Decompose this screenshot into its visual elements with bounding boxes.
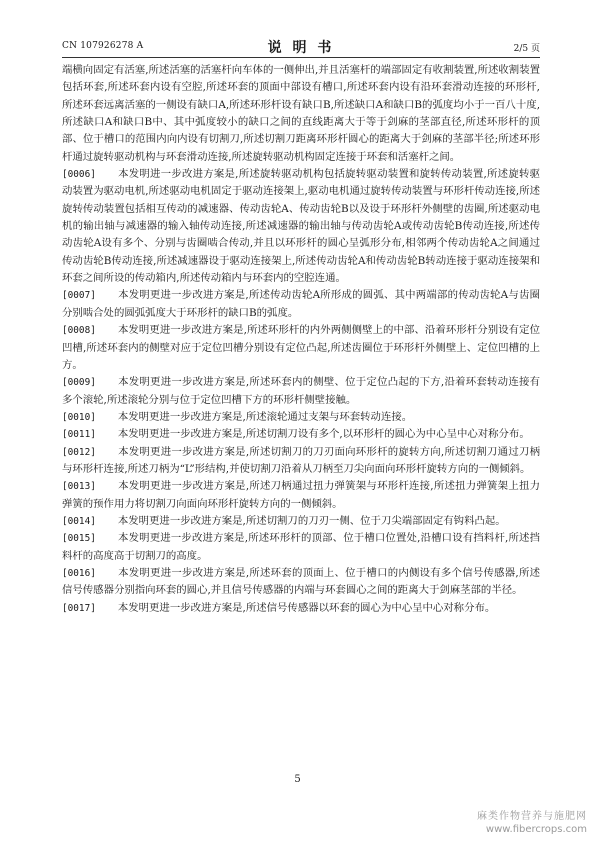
paragraph-text: 本发明更进一步改进方案是,所述环形杆的内外两侧侧壁上的中部、沿着环形杆分别设有定位凹槽,所述环套内的侧壁对应于定位凹槽分别设有定位凸起,所述齿圈位于环形杆外侧壁上、定位凹槽的上方。 [62,324,540,371]
header-rule [62,57,540,58]
paragraph-text: 端横向固定有活塞,所述活塞的活塞杆向车体的一侧伸出,并且活塞杆的端部固定有收割装置,所述收割装置包括环套,所述环套内设有空腔,所述环套的顶面中部设有槽口,所述环套内设有沿环套滑动连接的环形杆,所述环套远离活塞的一侧设有缺口A,所述环形杆设有缺口B,所述缺口A和缺口B的弧度均小于一百八十度,所述缺口A和缺口B中、其中弧度较小的缺口之间的直线距离大于等于剑麻的茎部直径,所述环形杆的顶部、位于槽口的范围内向内设有切割刀,所述切割刀距离环形杆圆心的距离大于剑麻的茎部半径;所述环形杆通过旋转驱动机构与环套滑动连接,所述旋转驱动机构固定连接于环套和活塞杆之间。 [62,64,540,163]
paragraph-0007 [62,287,540,322]
paragraph-0009 [62,374,540,409]
document-title: 说 明 书 [267,40,335,56]
paragraph-number: [0013] [62,481,96,493]
paragraph-text: 本发明更进一步改进方案是,所述刀柄通过扭力弹簧架与环形杆连接,所述扭力弹簧架上扭力弹簧的预作用力将切割刀向面向环形杆旋转方向的一侧倾斜。 [62,480,540,510]
site-watermark [477,810,587,836]
paragraph-text: 本发明更进一步改进方案是,所述信号传感器以环套的圆心为中心呈中心对称分布。 [117,601,496,614]
paragraph-0016 [62,565,540,600]
paragraph-0017 [62,600,540,617]
paragraph-text: 本发明进一步改进方案是,所述旋转驱动机构包括旋转驱动装置和旋转传动装置,所述旋转驱动装置为驱动电机,所述驱动电机固定于驱动连接架上,驱动电机通过旋转传动装置与环形杆传动连接,所述旋转传动装置包括相互传动的减速器、传动齿轮A、传动齿轮B以及设于环形杆外侧壁的齿圈,所述驱动电机的输出轴与减速器的输入轴传动连接,所述减速器的输出轴与传动齿轮A或传动齿轮B传动连接,所述传动齿轮A设有多个、分别与齿圈啮合传动,并且以环形杆的圆心呈弧形分布,相邻两个传动齿轮A之间通过传动齿轮B传动连接,所述减速器设于驱动连接架上,所述传动齿轮A和传动齿轮B转动连接于驱动连接架和环套之间所设的传动箱内,所述传动箱内与环套内的空腔连通。 [62,168,540,285]
watermark-site-name: 麻类作物营养与施肥网 [477,811,587,822]
page-count: 2/5 页 [513,44,540,54]
paragraph-continued [62,62,540,166]
paragraph-number: [0011] [62,429,96,441]
paragraph-0006 [62,166,540,287]
paragraph-0010 [62,409,540,426]
publication-number: CN 107926278 A [62,41,144,51]
description-body [62,62,540,617]
paragraph-text: 本发明更进一步改进方案是,所述环套内的侧壁、位于定位凸起的下方,沿着环套转动连接有多个滚轮,所述滚轮分别与位于定位凹槽下方的环形杆侧壁接触。 [62,376,540,406]
paragraph-text: 本发明更进一步改进方案是,所述环形杆的顶部、位于槽口位置处,沿槽口设有挡料杆,所述挡料杆的高度高于切割刀的高度。 [62,532,540,562]
paragraph-0011 [62,426,540,443]
paragraph-number: [0008] [62,325,96,337]
paragraph-number: [0015] [62,533,96,545]
paragraph-0012 [62,444,540,479]
paragraph-number: [0017] [62,602,96,614]
paragraph-text: 本发明更进一步改进方案是,所述切割刀设有多个,以环形杆的圆心为中心呈中心对称分布。 [117,428,530,441]
paragraph-text: 本发明更进一步改进方案是,所述切割刀的刀刃面向环形杆的旋转方向,所述切割刀通过刀柄与环形杆连接,所述刀柄为“L”形结构,并使切割刀沿着从刀柄至刀尖向面向环形杆旋转方向的一侧倾斜。 [62,445,540,475]
paragraph-number: [0014] [62,515,96,527]
paragraph-number: [0012] [62,446,96,458]
paragraph-number: [0009] [62,377,96,389]
watermark-url: www.fibercrops.com [485,824,587,835]
page-number: 5 [294,774,301,785]
paragraph-0008 [62,322,540,374]
paragraph-0013 [62,478,540,513]
paragraph-0015 [62,530,540,565]
paragraph-text: 本发明更进一步改进方案是,所述传动齿轮A所形成的圆弧、其中两端部的传动齿轮A与齿圈分别啮合处的圆弧弧度大于环形杆的缺口B的弧度。 [62,289,540,319]
paragraph-number: [0010] [62,411,96,423]
paragraph-number: [0007] [62,290,96,302]
paragraph-number: [0006] [62,169,96,181]
paragraph-text: 本发明更进一步改进方案是,所述环套的顶面上、位于槽口的内侧设有多个信号传感器,所述信号传感器分别指向环套的圆心,并且信号传感器的内端与环套圆心之间的距离大于剑麻茎部的半径。 [62,566,540,597]
paragraph-0014 [62,513,540,530]
page-header [62,36,540,56]
paragraph-number: [0016] [62,567,96,579]
paragraph-text: 本发明更进一步改进方案是,所述切割刀的刀刃一侧、位于刀尖端部固定有钩料凸起。 [117,514,506,527]
paragraph-text: 本发明更进一步改进方案是,所述滚轮通过支架与环套转动连接。 [117,410,413,423]
